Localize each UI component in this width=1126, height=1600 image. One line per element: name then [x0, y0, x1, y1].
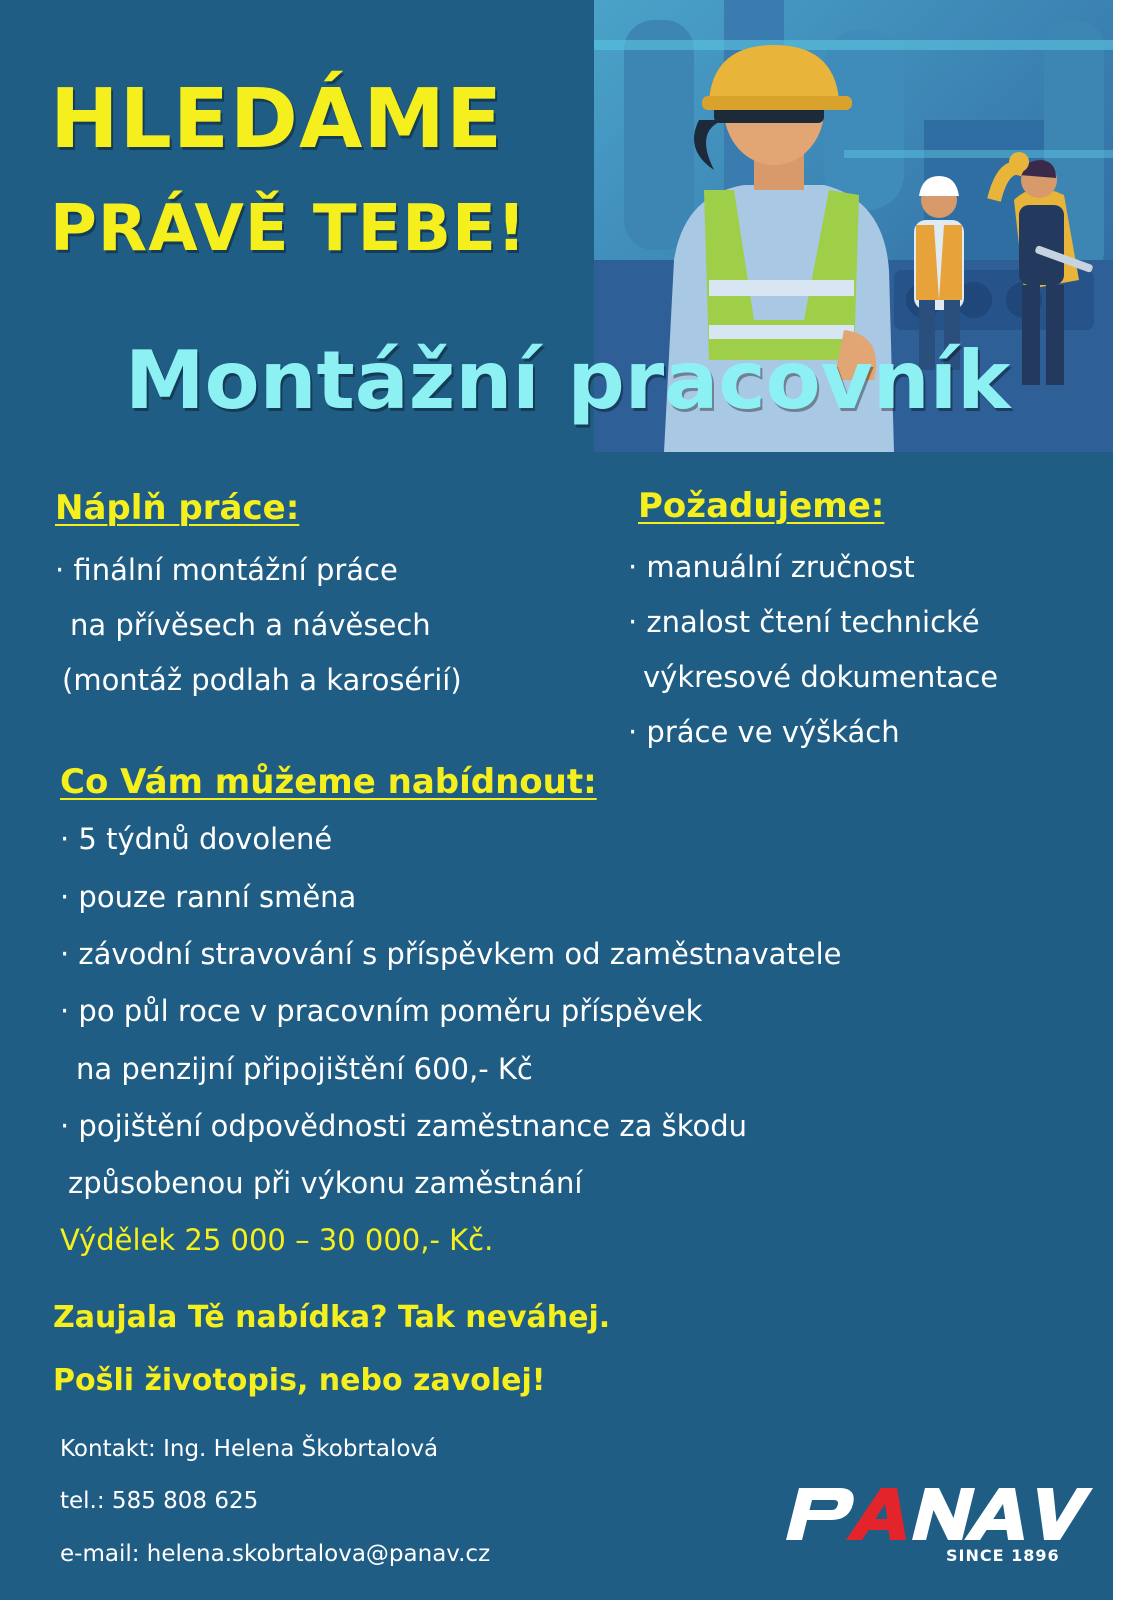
duties-line: (montáž podlah a karosérií)	[62, 663, 462, 697]
duties-line: na přívěsech a návěsech	[70, 608, 431, 642]
benefits-line: způsobenou při výkonu zaměstnání	[68, 1166, 583, 1200]
benefits-line: · po půl roce v pracovním poměru příspěvek	[60, 994, 703, 1028]
benefits-line: · pojištění odpovědnosti zaměstnance za škodu	[60, 1109, 747, 1143]
benefits-line: na penzijní připojištění 600,- Kč	[76, 1052, 533, 1086]
job-title: Montážní pracovník	[125, 334, 1011, 427]
right-border	[1113, 0, 1126, 1600]
panav-logo-wordmark	[786, 1484, 1096, 1544]
contact-person: Kontakt: Ing. Helena Škobrtalová	[60, 1436, 439, 1462]
salary-text: Výdělek 25 000 – 30 000,- Kč.	[60, 1223, 494, 1257]
headline-line-1: HLEDÁME	[50, 72, 504, 167]
benefits-heading: Co Vám můžeme nabídnout:	[60, 762, 597, 802]
contact-email[interactable]: e-mail: helena.skobrtalova@panav.cz	[60, 1541, 491, 1567]
requirements-line: · znalost čtení technické	[628, 605, 980, 639]
requirements-line: · práce ve výškách	[628, 715, 900, 749]
headline-line-2: PRÁVĚ TEBE!	[50, 192, 527, 266]
requirements-heading: Požadujeme:	[638, 486, 885, 526]
requirements-line: · manuální zručnost	[628, 550, 915, 584]
benefits-line: · pouze ranní směna	[60, 880, 357, 914]
logo-since: SINCE 1896	[946, 1546, 1060, 1565]
duties-line: · finální montážní práce	[55, 553, 398, 587]
duties-heading: Náplň práce:	[55, 488, 300, 528]
cta-line-2: Pošli životopis, nebo zavolej!	[53, 1363, 546, 1398]
requirements-line: výkresové dokumentace	[643, 660, 999, 694]
panav-logo	[786, 1484, 1096, 1570]
benefits-line: · závodní stravování s příspěvkem od zaměstnavatele	[60, 937, 842, 971]
cta-line-1: Zaujala Tě nabídka? Tak neváhej.	[53, 1300, 611, 1335]
contact-phone[interactable]: tel.: 585 808 625	[60, 1488, 259, 1514]
benefits-line: · 5 týdnů dovolené	[60, 822, 333, 856]
